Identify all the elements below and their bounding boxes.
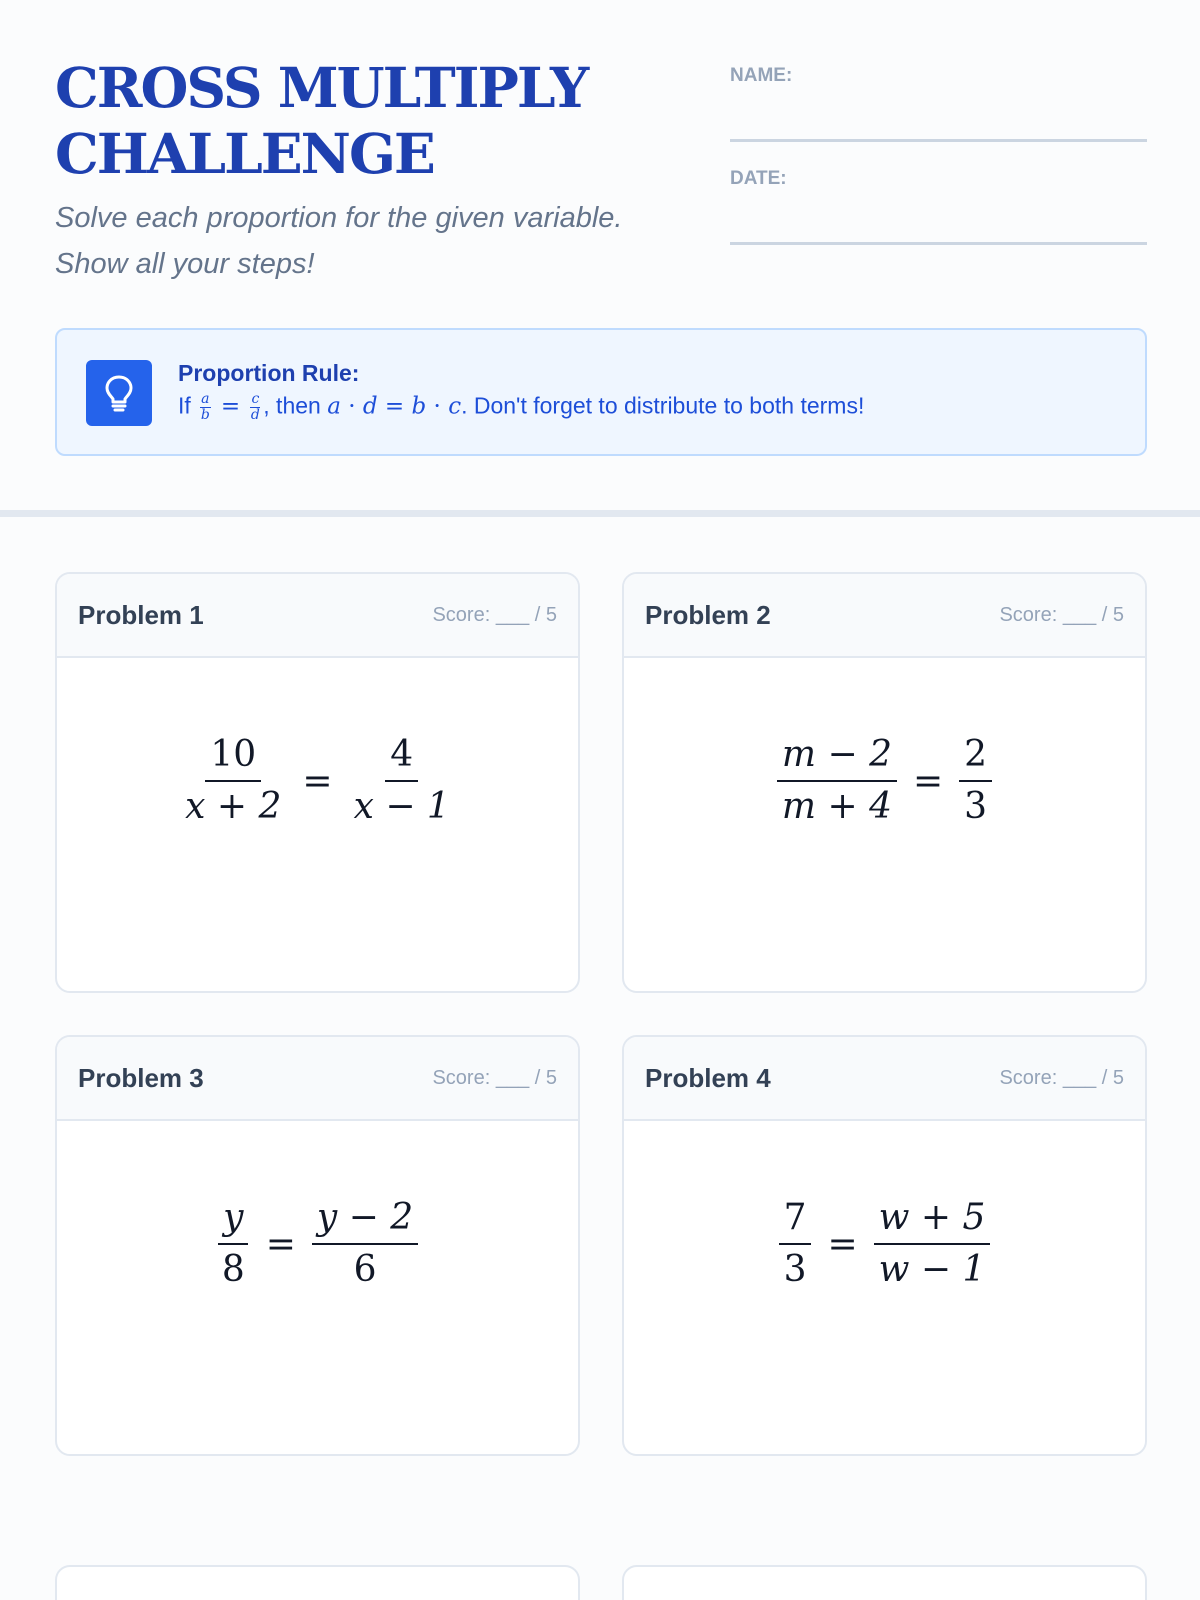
left-fraction: $\frac{10}{x + 2}$ <box>180 730 286 832</box>
left-fraction: $\frac{7}{3}$ <box>779 1193 812 1295</box>
problem-header <box>57 1037 578 1121</box>
problem-card-5-partial <box>55 1565 580 1600</box>
problem-card-2 <box>622 572 1147 993</box>
problem-title: Problem 1 <box>78 600 204 630</box>
instructions-line-1: Solve each proportion for the given variable. <box>55 202 623 234</box>
date-field[interactable] <box>730 158 1147 261</box>
proportion-rule-callout <box>55 328 1147 456</box>
problem-card-3 <box>55 1035 580 1456</box>
problem-card-1 <box>55 572 580 993</box>
instructions <box>55 195 715 287</box>
problem-title: Problem 4 <box>645 1063 771 1093</box>
right-fraction: $\frac{2}{3}$ <box>959 730 992 832</box>
work-area[interactable] <box>624 1121 1145 1454</box>
right-fraction: $\frac{4}{x - 1}$ <box>349 730 455 832</box>
problem-card-6-partial <box>622 1565 1147 1600</box>
left-fraction: $\frac{m - 2}{m + 4}$ <box>777 730 897 832</box>
score-field[interactable]: Score: ___ / 5 <box>999 1067 1124 1089</box>
problem-header <box>624 574 1145 658</box>
student-info-fields <box>730 55 1147 261</box>
right-fraction: $\frac{y - 2}{6}$ <box>312 1193 418 1295</box>
work-area[interactable] <box>624 658 1145 991</box>
name-label: NAME: <box>730 65 793 86</box>
rule-text: If $\frac{a}{b}$ = $\frac{c}{d}$ , then a · d = b · c. Don't forget to distribute to both terms! <box>178 391 865 423</box>
page-title <box>55 55 695 187</box>
equation: $\frac{y}{8}$ = $\frac{y - 2}{6}$ <box>217 1193 418 1295</box>
product-ad: a · d = b · c <box>327 393 462 420</box>
section-divider <box>0 510 1200 517</box>
fraction-c-over-d: $\frac{c}{d}$ <box>250 391 260 423</box>
worksheet-header <box>55 55 1147 295</box>
work-area[interactable] <box>57 658 578 991</box>
left-fraction: $\frac{y}{8}$ <box>217 1193 250 1295</box>
equation: $\frac{10}{x + 2}$ = $\frac{4}{x - 1}$ <box>180 730 455 832</box>
rule-if: If <box>178 392 191 419</box>
problem-header <box>624 1037 1145 1121</box>
rule-tail: . Don't forget to distribute to both terms! <box>461 392 865 419</box>
rule-title: Proportion Rule: <box>178 360 360 386</box>
equation: $\frac{7}{3}$ = $\frac{w + 5}{w - 1}$ <box>779 1193 991 1295</box>
score-field[interactable]: Score: ___ / 5 <box>432 1067 557 1089</box>
score-field[interactable]: Score: ___ / 5 <box>999 604 1124 626</box>
date-label: DATE: <box>730 168 787 189</box>
score-field[interactable]: Score: ___ / 5 <box>432 604 557 626</box>
instructions-line-2: Show all your steps! <box>55 248 315 280</box>
name-field[interactable] <box>730 55 1147 158</box>
fraction-a-over-b: $\frac{a}{b}$ <box>200 391 210 423</box>
equation: $\frac{m - 2}{m + 4}$ = $\frac{2}{3}$ <box>777 730 992 832</box>
problem-title: Problem 2 <box>645 600 771 630</box>
name-line[interactable] <box>730 139 1147 142</box>
rule-then: , then <box>263 392 321 419</box>
right-fraction: $\frac{w + 5}{w - 1}$ <box>874 1193 991 1295</box>
date-line[interactable] <box>730 242 1147 245</box>
problem-header <box>57 574 578 658</box>
title-line-2: CHALLENGE <box>55 121 434 186</box>
work-area[interactable] <box>57 1121 578 1454</box>
problem-title: Problem 3 <box>78 1063 204 1093</box>
lightbulb-icon <box>86 360 152 426</box>
problem-card-4 <box>622 1035 1147 1456</box>
title-line-1: CROSS MULTIPLY <box>55 55 588 120</box>
